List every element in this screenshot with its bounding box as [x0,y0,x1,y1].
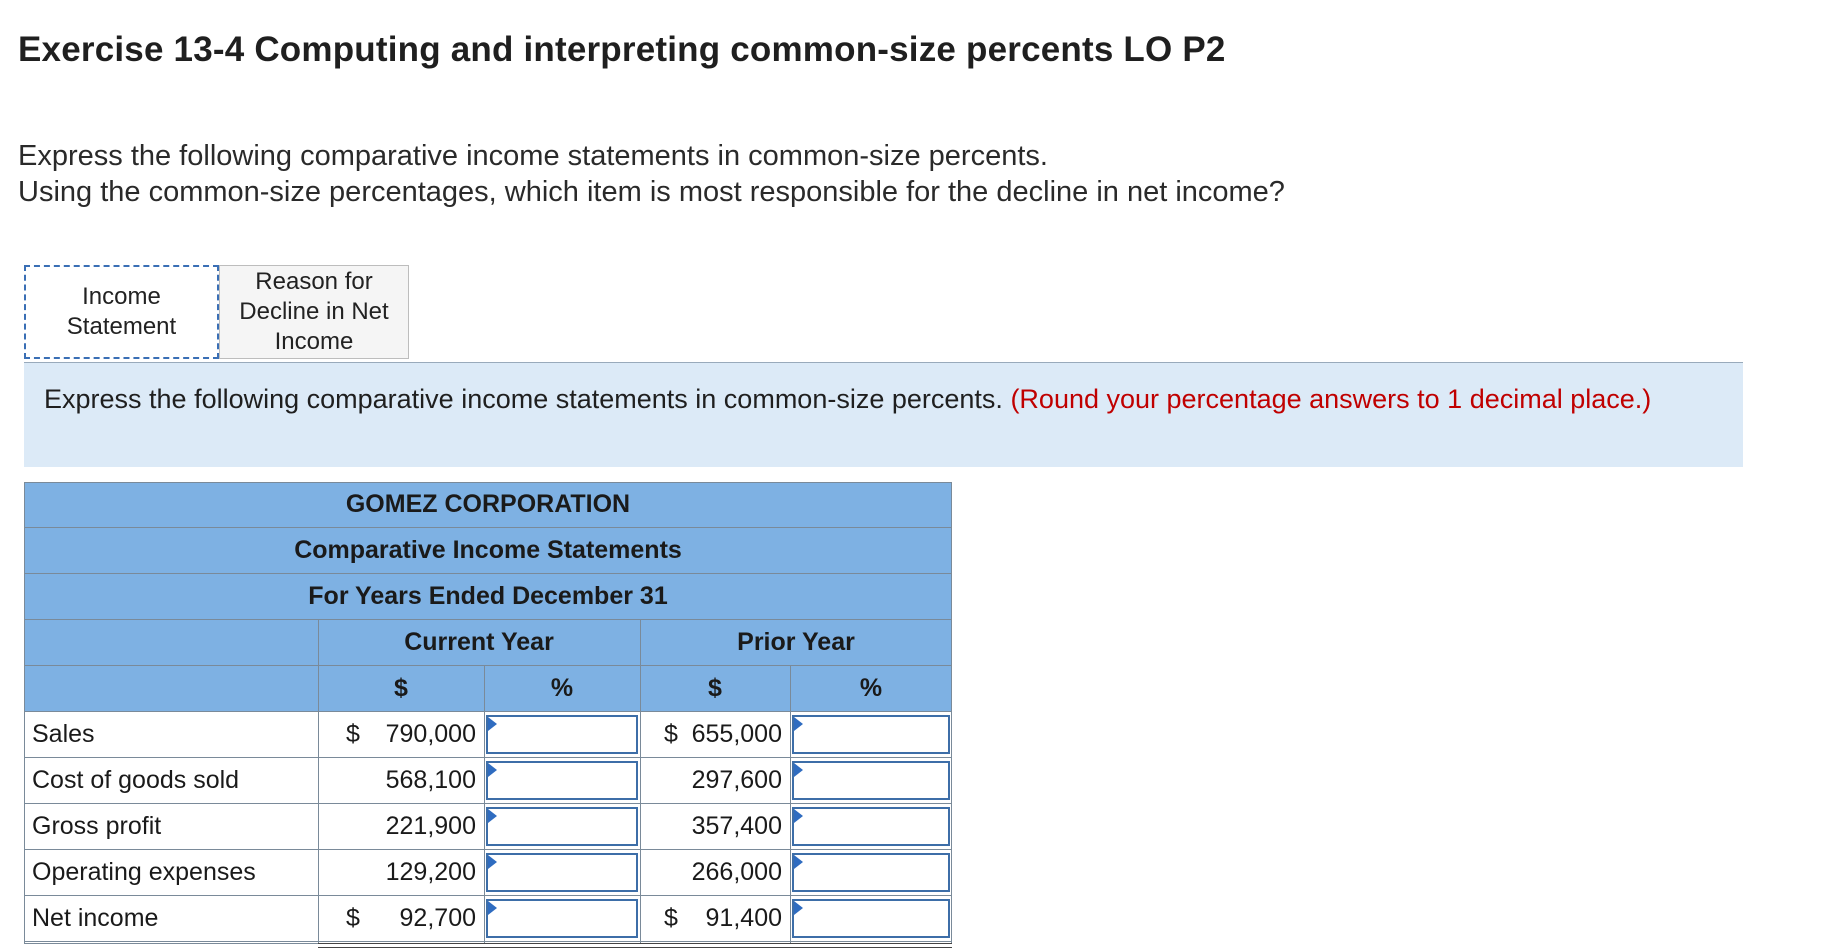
answer-flag-icon [794,717,803,731]
current-amount [318,804,484,849]
prior-percent-field[interactable] [794,901,948,936]
current-percent-input[interactable] [486,761,638,800]
prior-percent-field[interactable] [794,855,948,890]
tab-income-statement[interactable] [24,265,219,359]
row-label: Cost of goods sold [32,766,240,794]
prior-percent-field[interactable] [794,717,948,752]
table-row [24,850,952,896]
table-header-row [24,574,952,620]
year-header-row [24,620,952,666]
tab-label-line: Decline in Net [239,298,389,325]
prior-percent-cell [790,850,952,895]
answer-flag-icon [488,717,497,731]
prior-amount-value: 655,000 [691,720,782,748]
prior-percent-input[interactable] [792,761,950,800]
prior-amount-value: 91,400 [705,904,782,932]
column-divider [790,666,791,944]
row-label: Operating expenses [32,858,256,886]
prior-amount-value: 297,600 [691,766,782,794]
answer-flag-icon [794,763,803,777]
current-year-header: Current Year [404,628,554,656]
intro-text [18,138,1285,210]
table-row [24,804,952,850]
instruction-text: Express the following comparative income statements in common-size percents. [44,384,1003,414]
current-amount [318,712,484,757]
current-percent-cell [484,804,640,849]
current-percent-cell [484,758,640,803]
current-percent-cell [484,896,640,941]
prior-year-header: Prior Year [737,628,855,656]
current-percent-field[interactable] [488,855,636,890]
current-amount-value: 92,700 [399,904,476,932]
tab-label-line: Income [82,283,161,310]
prior-amount [640,896,790,941]
prior-percent-input[interactable] [792,899,950,938]
prior-percent-cell [790,804,952,849]
prior-amount-value: 357,400 [691,812,782,840]
column-divider [640,620,641,944]
statement-period: For Years Ended December 31 [308,582,668,610]
prior-amount [640,804,790,849]
instruction-panel [24,363,1743,467]
unit-header-row [24,666,952,712]
current-percent-cell [484,712,640,757]
current-percent-field[interactable] [488,717,636,752]
table-header-row [24,528,952,574]
currency-sign: $ [664,720,678,748]
current-amount-value: 221,900 [385,812,476,840]
income-statement-table [24,482,952,942]
table-row [24,758,952,804]
answer-flag-icon [794,809,803,823]
prior-percent-field[interactable] [794,763,948,798]
tab-label-line: Income [274,328,354,355]
prior-percent-cell [790,712,952,757]
current-percent-field[interactable] [488,901,636,936]
currency-sign: $ [664,904,678,932]
prior-amount [640,850,790,895]
current-percent-field[interactable] [488,809,636,844]
tab-label-line: Statement [66,313,177,340]
current-amount [318,896,484,941]
prior-percent-input[interactable] [792,853,950,892]
intro-line-1: Express the following comparative income statements in common-size percents. [18,140,1048,172]
current-percent-header: % [550,674,574,702]
currency-sign: $ [346,720,360,748]
current-percent-input[interactable] [486,807,638,846]
prior-amount [640,712,790,757]
table-header-row [24,482,952,528]
table-row [24,896,952,942]
prior-percent-input[interactable] [792,715,950,754]
prior-percent-cell [790,758,952,803]
answer-flag-icon [488,809,497,823]
prior-percent-input[interactable] [792,807,950,846]
tab-reason-for-decline[interactable] [219,265,409,359]
answer-flag-icon [488,763,497,777]
row-label: Sales [32,720,95,748]
column-divider [484,666,485,944]
current-amount [318,758,484,803]
table-row [24,712,952,758]
answer-flag-icon [488,901,497,915]
answer-flag-icon [488,855,497,869]
current-percent-field[interactable] [488,763,636,798]
prior-amount-value: 266,000 [691,858,782,886]
page-title: Exercise 13-4 Computing and interpreting common-size percents LO P2 [18,30,1226,69]
current-amount [318,850,484,895]
current-percent-input[interactable] [486,853,638,892]
column-divider [318,620,319,944]
prior-amount [640,758,790,803]
intro-line-2: Using the common-size percentages, which item is most responsible for the decline in net income? [18,176,1285,208]
prior-percent-cell [790,896,952,941]
answer-flag-icon [794,855,803,869]
currency-sign: $ [346,904,360,932]
tab-label-line: Reason for [255,268,373,295]
company-name: GOMEZ CORPORATION [345,490,631,518]
double-underline [318,943,952,948]
rounding-note: (Round your percentage answers to 1 decimal place.) [1010,384,1652,414]
current-amount-value: 129,200 [385,858,476,886]
row-label: Gross profit [32,812,162,840]
current-percent-cell [484,850,640,895]
row-label: Net income [32,904,159,932]
current-percent-input[interactable] [486,899,638,938]
answer-flag-icon [794,901,803,915]
prior-dollar-header: $ [708,674,722,702]
current-amount-value: 568,100 [385,766,476,794]
prior-percent-header: % [859,674,883,702]
current-percent-input[interactable] [486,715,638,754]
current-amount-value: 790,000 [385,720,476,748]
statement-name: Comparative Income Statements [294,536,682,564]
current-dollar-header: $ [394,674,408,702]
prior-percent-field[interactable] [794,809,948,844]
